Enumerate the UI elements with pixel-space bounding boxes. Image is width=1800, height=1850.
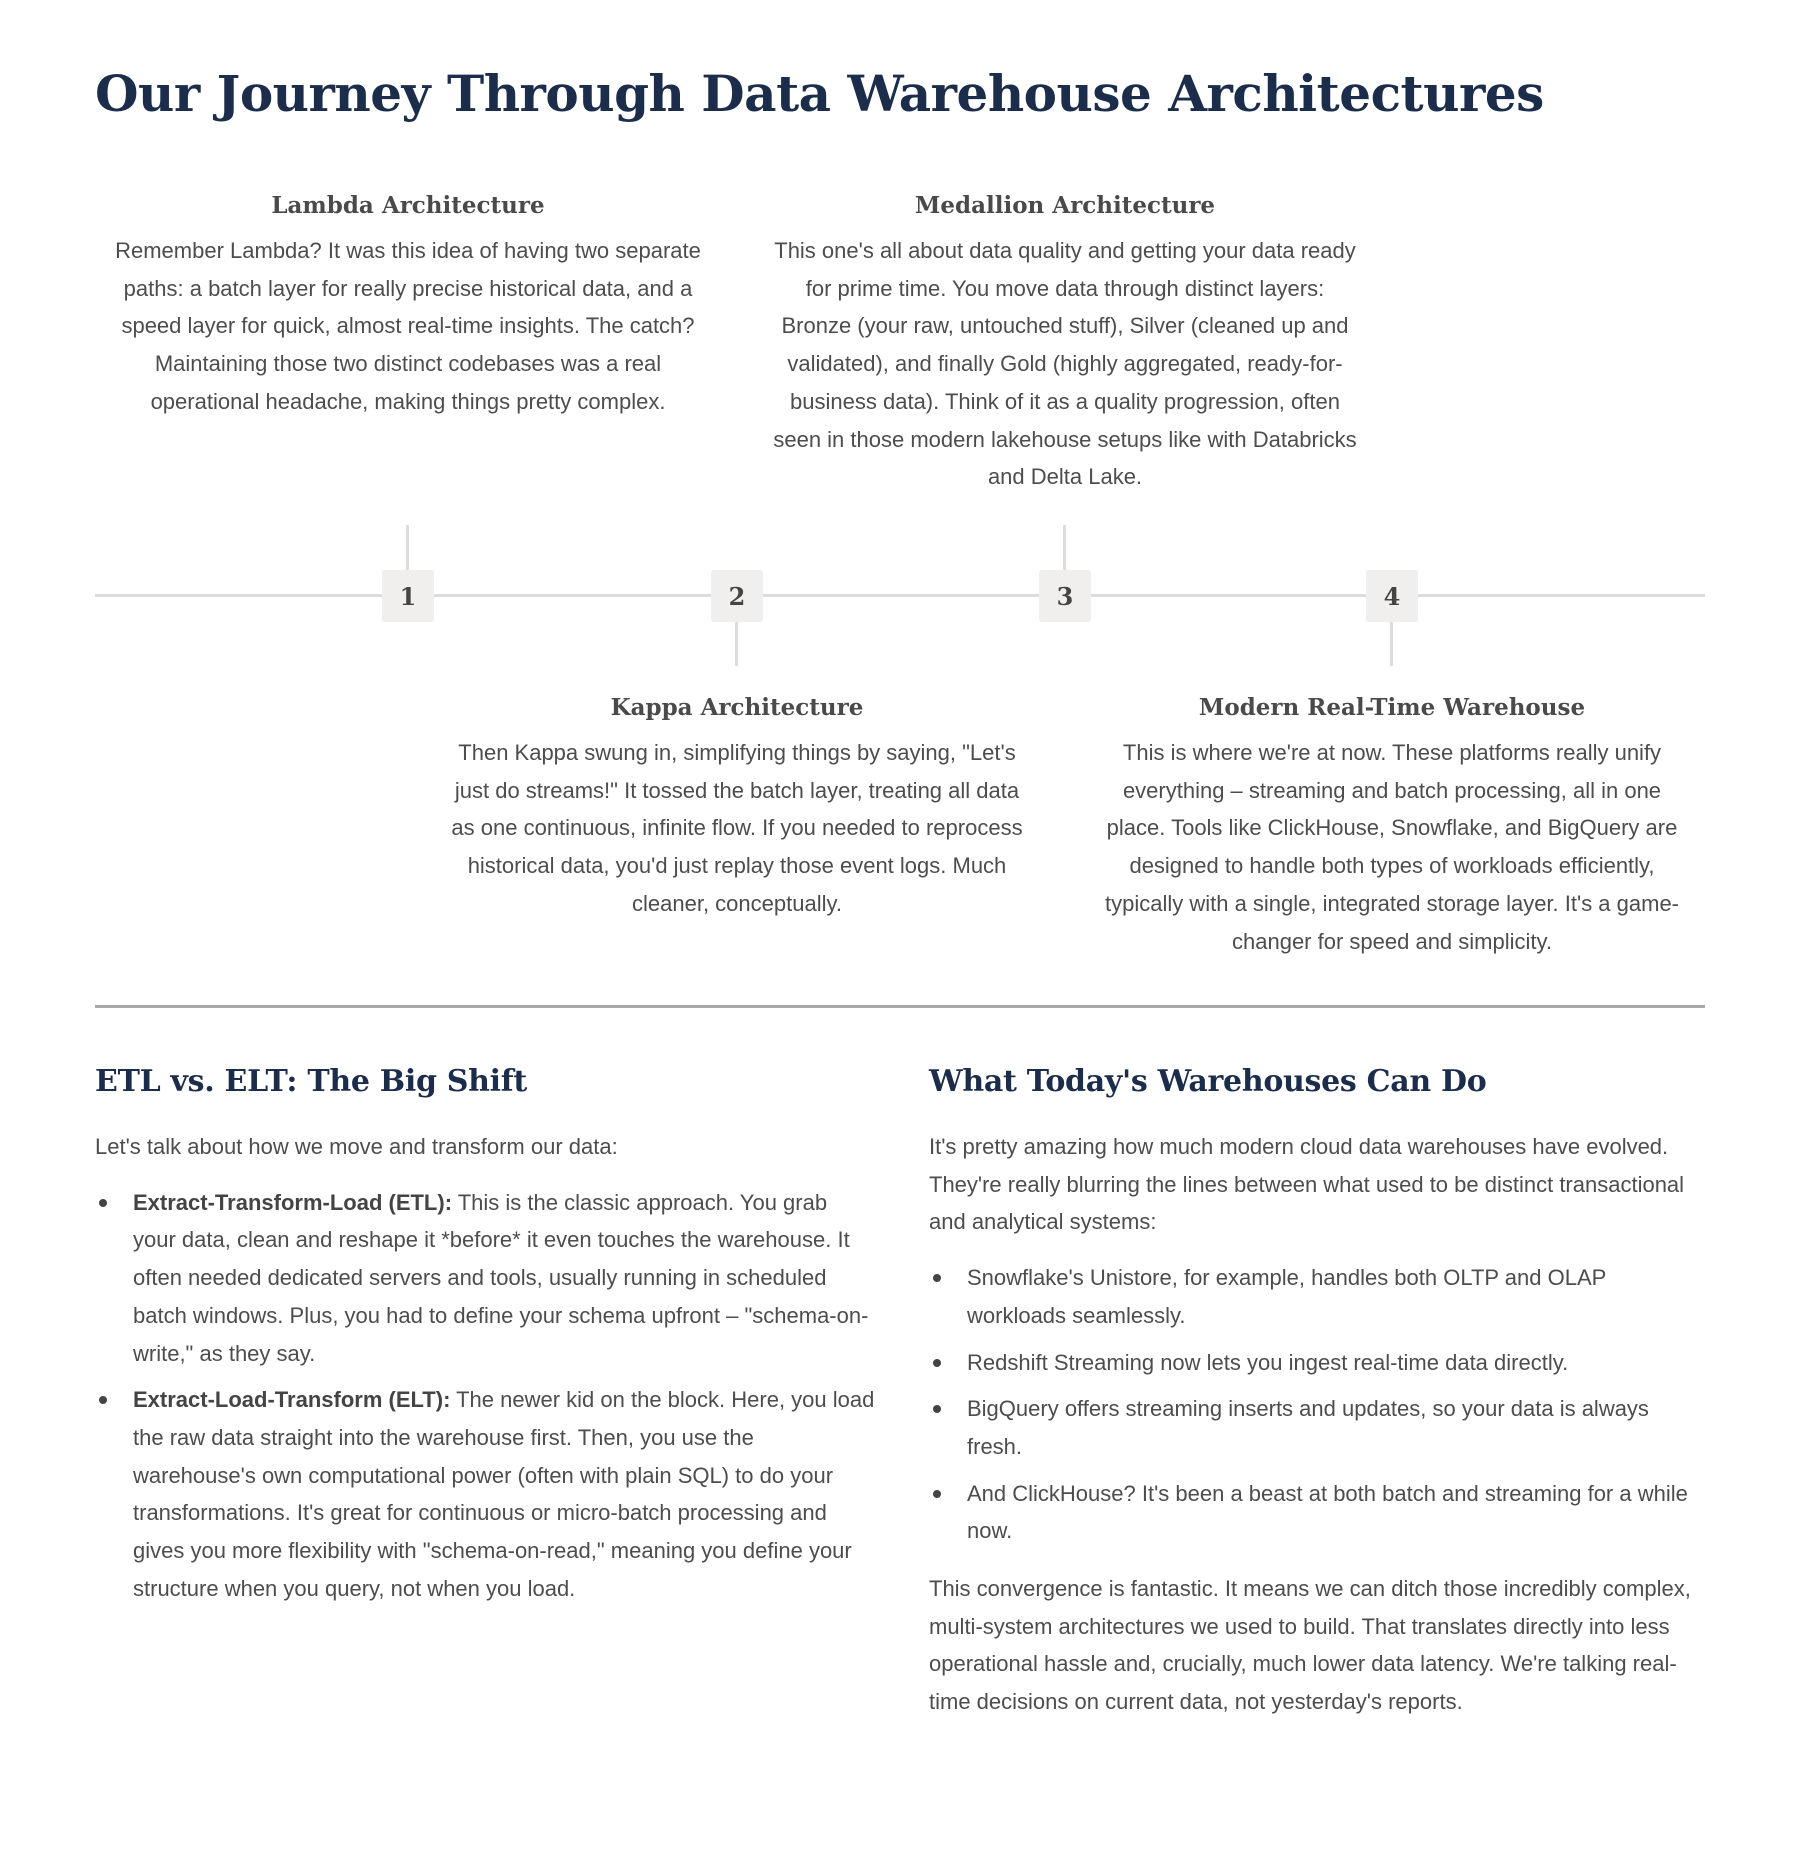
bullet-icon — [933, 1405, 941, 1413]
timeline-event-kappa — [442, 692, 1032, 923]
section-divider — [95, 1005, 1705, 1008]
list-item-text: BigQuery offers streaming inserts and updates, so your data is always fresh. — [967, 1396, 1649, 1459]
timeline-event-medallion — [770, 190, 1360, 496]
event-title: Lambda Architecture — [271, 192, 545, 219]
section-title: What Today's Warehouses Can Do — [929, 1064, 1487, 1099]
capabilities-list — [929, 1259, 1709, 1550]
list-item — [929, 1259, 1709, 1334]
event-body: Then Kappa swung in, simplifying things by saying, "Let's just do streams!" It tossed the batch layer, treating all data as one continuous, infinite flow. If you needed to reprocess historical data, you'd just replay those event logs. Much cleaner, conceptually. — [451, 740, 1023, 916]
page-title: Our Journey Through Data Warehouse Architectures — [95, 64, 1544, 123]
section-intro: Let's talk about how we move and transform our data: — [95, 1134, 618, 1159]
architecture-timeline — [95, 180, 1705, 980]
list-item-text: Redshift Streaming now lets you ingest real-time data directly. — [967, 1349, 1569, 1375]
etl-elt-section — [95, 1060, 875, 1627]
list-item-text: Snowflake's Unistore, for example, handles both OLTP and OLAP workloads seamlessly. — [967, 1265, 1606, 1328]
bullet-icon — [99, 1199, 107, 1207]
list-item-term: Extract-Load-Transform (ELT): — [133, 1387, 451, 1413]
timeline-connector — [735, 622, 738, 666]
timeline-marker-1: 1 — [382, 570, 434, 622]
list-item — [929, 1475, 1709, 1550]
timeline-axis — [95, 594, 1705, 597]
etl-elt-list — [95, 1184, 875, 1608]
list-item-text: This is the classic approach. You grab your data, clean and reshape it *before* it even touches the warehouse. It often needed dedicated servers and tools, usually running in scheduled batch windows. Plus, you had to define your schema upfront – "schema-on-write," as they say. — [133, 1189, 869, 1366]
timeline-connector — [1390, 622, 1393, 666]
timeline-event-modern — [1097, 692, 1687, 960]
section-intro: It's pretty amazing how much modern cloud data warehouses have evolved. They're really blurring the lines between what used to be distinct transactional and analytical systems: — [929, 1134, 1685, 1235]
event-body: This one's all about data quality and getting your data ready for prime time. You move data through distinct layers: Bronze (your raw, untouched stuff), Silver (cleaned up and validated), and finally Gold (highly aggregated, ready-for-business data). Think of it as a quality progression, often seen in those modern lakehouse setups like with Databricks and Delta Lake. — [773, 238, 1357, 490]
event-title: Medallion Architecture — [914, 192, 1216, 219]
list-item — [929, 1390, 1709, 1465]
timeline-connector — [1063, 525, 1066, 570]
timeline-connector — [406, 525, 409, 570]
event-title: Modern Real-Time Warehouse — [1198, 694, 1586, 721]
event-body: This is where we're at now. These platforms really unify everything – streaming and batch processing, all in one place. Tools like ClickHouse, Snowflake, and BigQuery are designed to handle both types of workloads efficiently, typically with a single, integrated storage layer. It's a game-changer for speed and simplicity. — [1104, 740, 1680, 954]
bullet-icon — [99, 1396, 107, 1404]
list-item — [95, 1381, 875, 1607]
section-conclusion: This convergence is fantastic. It means we can ditch those incredibly complex, multi-system architectures we used to build. That translates directly into less operational hassle and, crucially, much lower data latency. We're talking real-time decisions on current data, not yesterday's reports. — [929, 1576, 1691, 1715]
event-body: Remember Lambda? It was this idea of having two separate paths: a batch layer for really precise historical data, and a speed layer for quick, almost real-time insights. The catch? Maintaining those two distinct codebases was a real operational headache, making things pretty complex. — [115, 238, 701, 414]
timeline-marker-2: 2 — [711, 570, 763, 622]
list-item-text: The newer kid on the block. Here, you load the raw data straight into the warehouse first. Then, you use the warehouse's own computational power (often with plain SQL) to do your transformations. It's great for continuous or micro-batch processing and gives you more flexibility with "schema-on-read," meaning you define your structure when you query, not when you load. — [133, 1387, 875, 1601]
list-item — [95, 1184, 875, 1373]
timeline-event-lambda — [113, 190, 703, 421]
timeline-marker-4: 4 — [1366, 570, 1418, 622]
list-item-text: And ClickHouse? It's been a beast at both batch and streaming for a while now. — [967, 1480, 1688, 1544]
bullet-icon — [933, 1490, 941, 1498]
bullet-icon — [933, 1274, 941, 1282]
section-title: ETL vs. ELT: The Big Shift — [95, 1064, 527, 1099]
bullet-icon — [933, 1359, 941, 1367]
list-item — [929, 1344, 1709, 1382]
list-item-term: Extract-Transform-Load (ETL): — [133, 1189, 453, 1215]
warehouse-capabilities-section — [929, 1060, 1709, 1739]
event-title: Kappa Architecture — [610, 694, 864, 721]
timeline-marker-3: 3 — [1039, 570, 1091, 622]
